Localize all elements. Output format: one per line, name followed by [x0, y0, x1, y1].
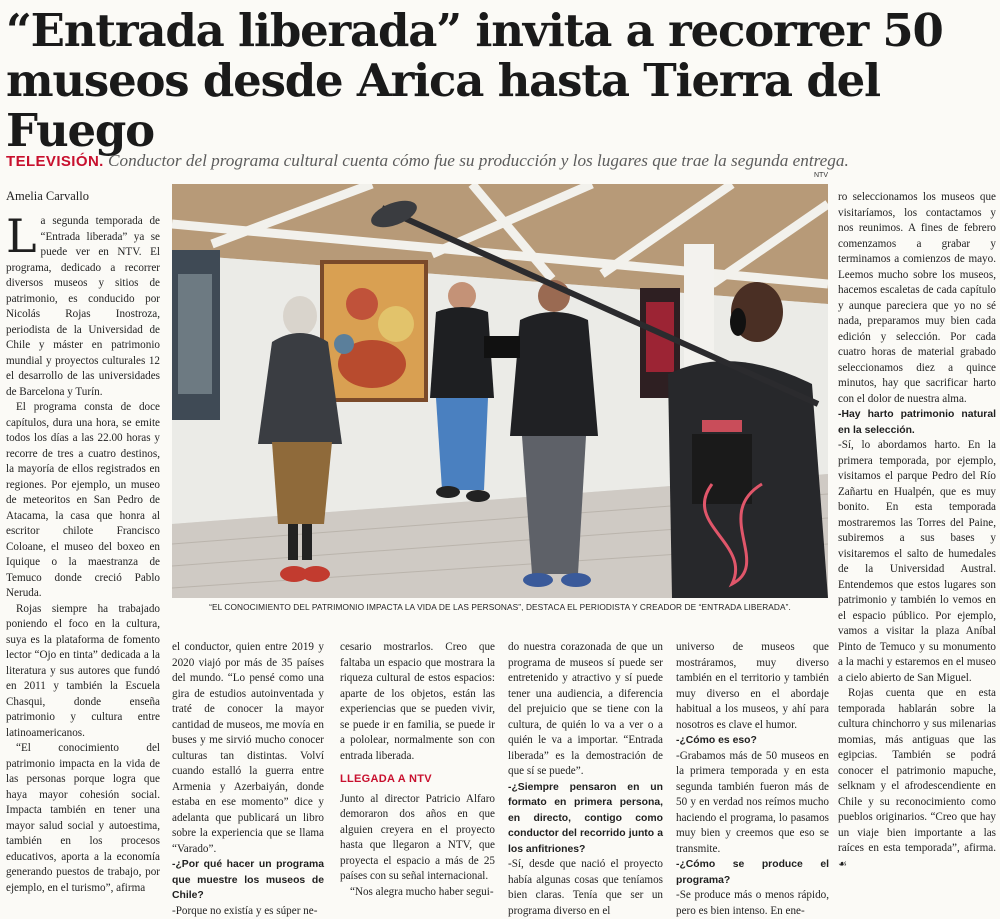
paragraph: El programa consta de doce capítulos, dura una hora, se emite todos los días a las 22.00 horas y recorre de tres a cuatro destinos, la mayoría de ellos registrados en regiones. Por ejemplo, un museo de meteoritos en San Pedro de Atacama, la casa que honra al escritor chilote Francisco Coloane, el museo del boxeo en Iquique o la maestranza de Temuco donde creció Pablo Neruda. [6, 400, 160, 602]
interview-answer: -Porque no existía y es súper ne- [172, 904, 324, 919]
paragraph: do nuestra corazonada de que un programa de museos sí puede ser entretenido y atractivo y sí puede tener una audiencia, a diferencia del prejuicio que se tiene con la cultura, de quién lo va a ver o a quién le va a importar. “Entrada liberada” es la demostración de que sí se puede”. [508, 640, 663, 780]
paragraph: La segunda temporada de “Entrada liberada” ya se puede ver en NTV. El programa, dedicado a recorrer diversos museos y sitios de patrimonio, es conducido por Nicolás Rojas Inostroza, periodista de la Universidad de Chile y máster en patrimonio mundial y proyectos culturales 12 el desarrollo de las universidades de Barcelona y Turín. [6, 214, 160, 400]
headline: “Entrada liberada” invita a recorrer 50 museos desde Arica hasta Tierra del Fuego [6, 6, 996, 156]
article-column-5 [676, 640, 829, 919]
subheading: LLEGADA A NTV [340, 772, 495, 788]
paragraph: “El conocimiento del patrimonio impacta en la vida de las personas porque logra que haya mayor cohesión social. Impacta también en tener una mayor salud social y autoestima, también en los procesos educativos, aporta a la economía generando puestos de trabajo, por ejemplo, en el turismo”, afirma [6, 741, 160, 896]
drop-cap: L [6, 217, 37, 255]
byline: Amelia Carvallo [6, 189, 89, 204]
article-column-6 [838, 190, 996, 872]
interview-answer: -Grabamos más de 50 museos en la primera temporada y en esta segunda también fueron más de 50 y en verdad nos reímos mucho haciendo el programa, lo pasamos muy bien y creemos que eso se transmite. [676, 749, 829, 858]
museum-scene-illustration [172, 184, 828, 598]
paragraph: “Nos alegra mucho haber segui- [340, 885, 495, 901]
article-column-3 [340, 640, 495, 900]
article-column-1 [6, 214, 160, 896]
deck [6, 151, 996, 172]
section-label: TELEVISIÓN. [6, 153, 104, 170]
interview-answer: -Sí, lo abordamos harto. En la primera temporada, por ejemplo, visitamos el parque Pedro del Río Zañartu en Hualpén, que es muy bonito. En esta temporada mostraremos las Torres del Paine, subiremos a sus bases y visitaremos el salto de humedales de la Universidad Austral. Entendemos que estos lugares son patrimonio y también lo vemos en el espacio público. Por ejemplo, vamos a visitar la plaza Aníbal Pinto de Temuco y su monumento a la machi y estaremos en el museo a cielo abierto de San Miguel. [838, 438, 996, 686]
end-mark-icon: ☙ [838, 859, 847, 870]
interview-question: -¿Por qué hacer un programa que muestre los museos de Chile? [172, 857, 324, 904]
paragraph: cesario mostrarlos. Creo que faltaba un espacio que mostrara la riqueza cultural de estos espacios: aparte de los objetos, están las experiencias que se pueden vivir, se puede ir en familia, se puede ir a pololear, normalmente son con entrada liberada. [340, 640, 495, 764]
paragraph: el conductor, quien entre 2019 y 2020 viajó por más de 35 países del mundo. “Lo pensé como una gira de estudios autoinventada y traté de conocer la mayor cantidad de museos, me movía en buses y me sirvió mucho conocer culturas tan distintas. Volví cuando estalló la guerra entre Armenia y Azerbaiyán, donde estaba en ese momento” dice y adelanta que publicará un libro sobre la experiencia que se llama “Varado”. [172, 640, 324, 857]
interview-question: -¿Cómo es eso? [676, 733, 829, 749]
paragraph: universo de museos que mostráramos, muy diverso también en el territorio y también muy diverso en el abordaje habitual a los museos, y ahí para nosotros es clave el humor. [676, 640, 829, 733]
paragraph: ro seleccionamos los museos que visitaríamos, los contactamos y nos reunimos. A fines de febrero comenzamos a grabar y terminamos a comienzos de mayo. Leemos mucho sobre los museos, hacemos escaletas de cada capítulo y aunque pareciera que yo no sé nada, preparamos muy bien cada edición y selección. Por cada cuatro horas de material grabado seleccionamos diez a quince minutos, hay que sacrificar harto con el dolor de nuestra alma. [838, 190, 996, 407]
paragraph: Rojas cuenta que en esta temporada hablarán sobre la cultura chinchorro y sus milenarias momias, más antiguas que las egipcias. También se podrá conocer el patrimonio mapuche, selknam y el afrodescendiente en Chile y su reconocimiento como pueblos originarios. “Creo que hay un viaje bien importante a las raíces en esta temporada”, afirma. ☙ [838, 686, 996, 872]
article-column-4 [508, 640, 663, 919]
photo-credit: NTV [814, 172, 828, 179]
interview-question: -¿Cómo se produce el programa? [676, 857, 829, 888]
paragraph: Junto al director Patricio Alfaro demoraron dos años en que alguien creyera en el proyecto hasta que llegaron a NTV, que proyecta el espacio a más de 25 países con su señal internacional. [340, 792, 495, 885]
article-photo [172, 184, 828, 598]
paragraph: Rojas siempre ha trabajado poniendo el foco en la cultura, suya es la plataforma de fomento lector “Ojo en tinta” dedicada a la literatura y sus autores que fundó en 2011 y también la Escuela Chasqui, donde enseña patrimonio y cultura entre latinoamericanos. [6, 602, 160, 742]
interview-question: -Hay harto patrimonio natural en la selección. [838, 407, 996, 438]
interview-question: -¿Siempre pensaron en un formato en primera persona, en directo, contigo como conductor del recorrido junto a los anfitriones? [508, 780, 663, 858]
interview-answer: -Se produce más o menos rápido, pero es bien intenso. En ene- [676, 888, 829, 919]
photo-caption: “EL CONOCIMIENTO DEL PATRIMONIO IMPACTA LA VIDA DE LAS PERSONAS”, DESTACA EL PERIODISTA Y CREADOR DE “ENTRADA LIBERADA”. [172, 602, 828, 612]
article-column-2 [172, 640, 324, 919]
deck-text: Conductor del programa cultural cuenta cómo fue su producción y los lugares que trae la segunda entrega. [108, 151, 849, 170]
interview-answer: -Sí, desde que nació el proyecto había algunas cosas que teníamos bien claras. Tenía que ser un programa diverso en el [508, 857, 663, 919]
